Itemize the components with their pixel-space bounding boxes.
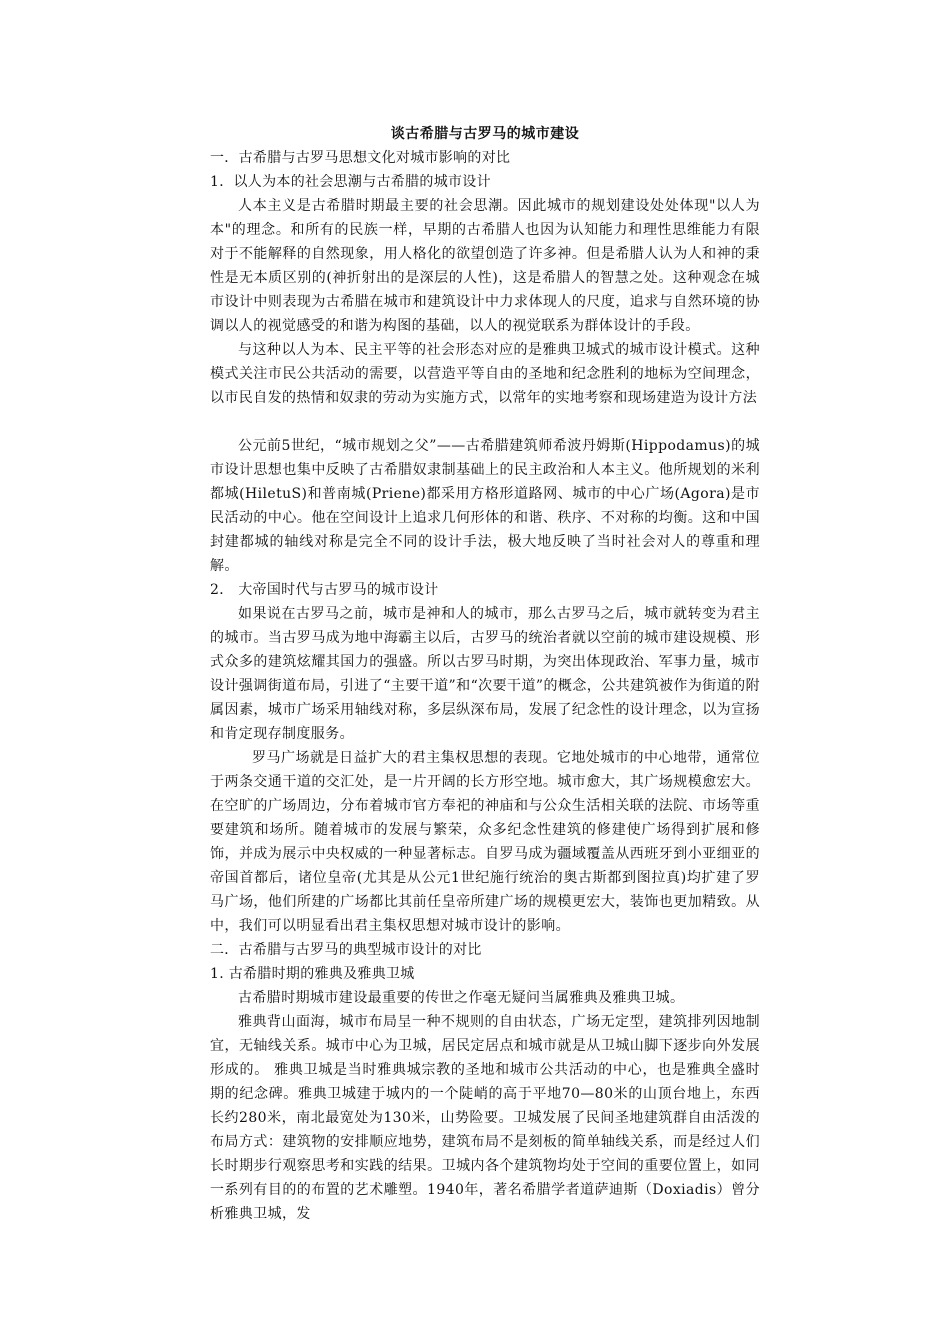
document-page xyxy=(210,118,760,1226)
section-1-1-heading: 1．以人为本的社会思潮与古希腊的城市设计 xyxy=(210,174,491,190)
paragraph-roman-forum: 罗马广场就是日益扩大的君主集权思想的表现。它地处城市的中心地带，通常位于两条交通干道的交汇处，是一片开阔的长方形空地。城市愈大，其广场规模愈宏大。在空旷的广场周边，分布着城市官方奉祀的神庙和与公众生活相关联的法院、市场等重要建筑和场所。随着城市的发展与繁荣，众多纪念性建筑的修建使广场得到扩展和修饰，并成为展示中央权威的一种显著标志。自罗马成为疆域覆盖从西班牙到小亚细亚的帝国首都后，诸位皇帝(尤其是从公元1世纪施行统治的奥古斯都到图拉真)均扩建了罗马广场，他们所建的广场都比其前任皇帝所建广场的规模更宏大，装饰也更加精致。从中，我们可以明显看出君主集权思想对城市设计的影响。 xyxy=(210,750,760,934)
paragraph-hippodamus: 公元前5世纪，“城市规划之父”——古希腊建筑师希波丹姆斯(Hippodamus)的城市设计思想也集中反映了古希腊奴隶制基础上的民主政治和人本主义。他所规划的米利都城(HiletuS)和普南城(Priene)都采用方格形道路网、城市的中心广场(Agora)是市民活动的中心。他在空间设计上追求几何形体的和谐、秩序、不对称的均衡。这和中国封建都城的轴线对称是完全不同的设计手法，极大地反映了当时社会对人的尊重和理解。 xyxy=(210,438,760,574)
section-1-2-heading: 2． 大帝国时代与古罗马的城市设计 xyxy=(210,582,439,598)
paragraph-athens-model: 与这种以人为本、民主平等的社会形态对应的是雅典卫城式的城市设计模式。这种模式关注市民公共活动的需要，以营造平等自由的圣地和纪念胜利的地标为空间理念，以市民自发的热情和奴隶的劳动为实施方式，以常年的实地考察和现场建造为设计方法 xyxy=(210,342,760,406)
paragraph-humanism: 人本主义是古希腊时期最主要的社会思潮。因此城市的规划建设处处体现"以人为本"的理念。和所有的民族一样，早期的古希腊人也因为认知能力和理性思维能力有限对于不能解释的自然现象，用人格化的欲望创造了许多神。但是希腊人认为人和神的秉性是无本质区别的(神折射出的是深层的人性)，这是希腊人的智慧之处。这种观念在城市设计中则表现为古希腊在城市和建筑设计中力求体现人的尺度，追求与自然环境的协调以人的视觉感受的和谐为构图的基础，以人的视觉联系为群体设计的手段。 xyxy=(210,198,760,334)
paragraph-acropolis-detail: 雅典背山面海，城市布局呈一种不规则的自由状态，广场无定型，建筑排列因地制宜，无轴线关系。城市中心为卫城，居民定居点和城市就是从卫城山脚下逐步向外发展形成的。 雅典卫城是当时雅典城宗教的圣地和城市公共活动的中心，也是雅典全盛时期的纪念碑。雅典卫城建于城内的一个陡峭的高于平地70—80米的山顶台地上，东西长约280米，南北最宽处为130米，山势险要。卫城发展了民间圣地建筑群自由活泼的布局方式：建筑物的安排顺应地势，建筑布局不是刻板的简单轴线关系，而是经过人们长时期步行观察思考和实践的结果。卫城内各个建筑物均处于空间的重要位置上，如同一系列有目的的布置的艺术雕塑。1940年，著名希腊学者道萨迪斯（Doxiadis）曾分析雅典卫城，发 xyxy=(210,1014,760,1222)
section-2-heading: 二．古希腊与古罗马的典型城市设计的对比 xyxy=(210,942,482,958)
blank-line xyxy=(210,410,760,434)
document-title: 谈古希腊与古罗马的城市建设 xyxy=(390,126,580,142)
section-2-1-heading: 1. 古希腊时期的雅典及雅典卫城 xyxy=(210,966,415,982)
paragraph-acropolis-intro: 古希腊时期城市建设最重要的传世之作毫无疑问当属雅典及雅典卫城。 xyxy=(238,990,685,1006)
section-1-heading: 一．古希腊与古罗马思想文化对城市影响的对比 xyxy=(210,150,511,166)
paragraph-roman-empire: 如果说在古罗马之前，城市是神和人的城市，那么古罗马之后，城市就转变为君主的城市。当古罗马成为地中海霸主以后，古罗马的统治者就以空前的城市建设规模、形式众多的建筑炫耀其国力的强盛。所以古罗马时期，为突出体现政治、军事力量，城市设计强调街道布局，引进了“主要干道”和“次要干道”的概念，公共建筑被作为街道的附属因素，城市广场采用轴线对称，多层纵深布局，发展了纪念性的设计理念，以为宣扬和肯定现存制度服务。 xyxy=(210,606,760,742)
